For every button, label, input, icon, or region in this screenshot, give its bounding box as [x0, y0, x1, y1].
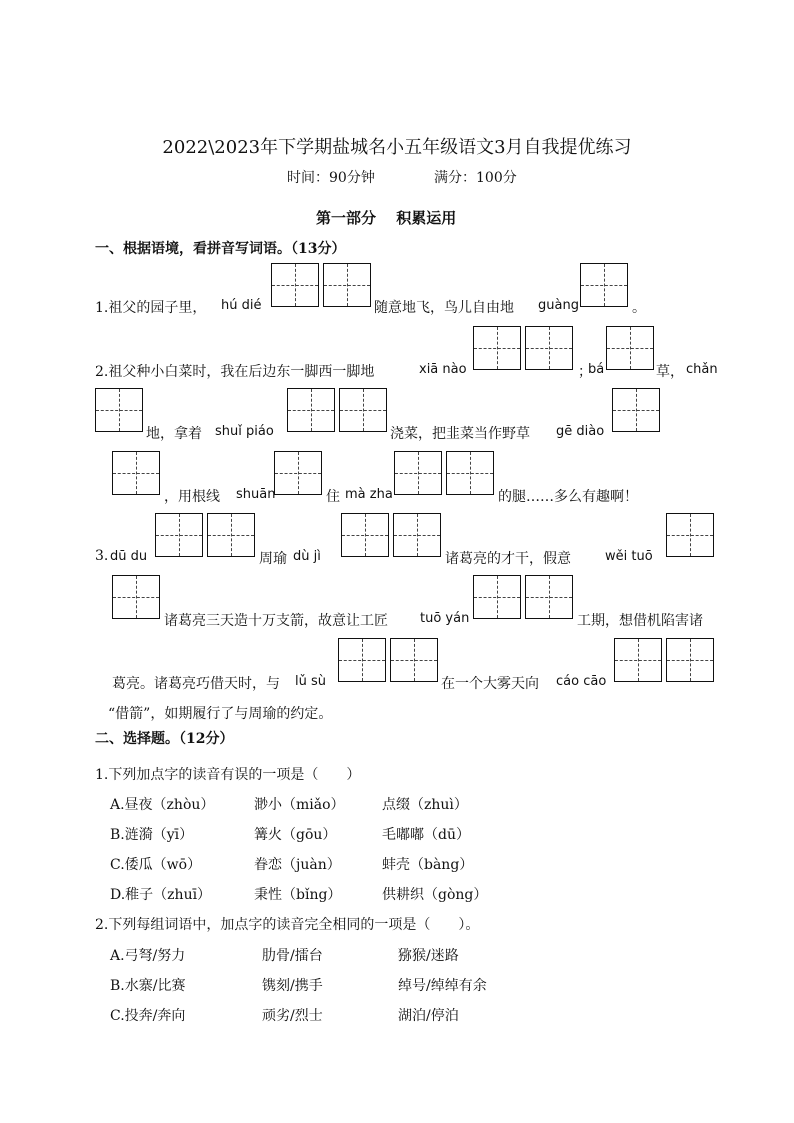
question-2-2-stem: 2.下列每组词语中，加点字的读音完全相同的一项是（ ）。	[95, 917, 480, 933]
option-C[interactable]: C.投奔/奔向	[110, 1008, 186, 1024]
page-title: 2022\2023年下学期盐城名小五年级语文3月自我提优练习	[162, 137, 632, 158]
section2-heading: 二、选择题。（12分）	[95, 731, 234, 747]
writing-grid[interactable]	[271, 263, 319, 307]
writing-grid[interactable]	[155, 513, 203, 557]
option-C[interactable]: C.倭瓜（wō）	[110, 857, 202, 873]
pinyin: lǔ sù	[295, 674, 326, 689]
pinyin: xiā nào	[419, 362, 467, 377]
writing-grid[interactable]	[612, 388, 660, 432]
writing-grid[interactable]	[446, 451, 494, 495]
writing-grid[interactable]	[339, 388, 387, 432]
pinyin: mà zha	[345, 487, 393, 502]
writing-grid[interactable]	[112, 451, 160, 495]
pinyin: hú dié	[221, 298, 262, 313]
pinyin: tuō yán	[420, 611, 470, 626]
option-A[interactable]: A.昼夜（zhòu）	[110, 797, 215, 813]
writing-grid[interactable]	[580, 263, 628, 307]
exam-score: 满分：100分	[434, 170, 517, 186]
writing-grid[interactable]	[666, 513, 714, 557]
pinyin: dū du	[110, 549, 148, 564]
writing-grid[interactable]	[525, 575, 573, 619]
pinyin: shuǐ piáo	[215, 424, 274, 439]
writing-grid[interactable]	[287, 388, 335, 432]
writing-grid[interactable]	[274, 451, 322, 495]
question-2-1-stem: 1.下列加点字的读音有误的一项是（ ）	[95, 767, 361, 783]
option-B[interactable]: B.水寨/比赛	[110, 978, 186, 994]
writing-grid[interactable]	[323, 263, 371, 307]
section1-heading: 一、根据语境，看拼音写词语。（13分）	[95, 241, 346, 257]
pinyin: guàng	[538, 298, 579, 313]
pinyin: shuān	[236, 487, 276, 502]
writing-grid[interactable]	[390, 638, 438, 682]
writing-grid[interactable]	[473, 575, 521, 619]
writing-grid[interactable]	[112, 575, 160, 619]
pinyin: dù jì	[293, 549, 321, 564]
writing-grid[interactable]	[338, 638, 386, 682]
writing-grid[interactable]	[606, 326, 654, 370]
writing-grid[interactable]	[393, 513, 441, 557]
writing-grid[interactable]	[525, 326, 573, 370]
writing-grid[interactable]	[341, 513, 389, 557]
writing-grid[interactable]	[666, 638, 714, 682]
option-B[interactable]: B.涟漪（yī）	[110, 827, 194, 843]
writing-grid[interactable]	[95, 388, 143, 432]
pinyin: cáo cāo	[556, 674, 607, 689]
pinyin: gē diào	[556, 424, 605, 439]
writing-grid[interactable]	[394, 451, 442, 495]
option-A[interactable]: A.弓弩/努力	[110, 948, 186, 964]
part-heading: 第一部分 积累运用	[316, 209, 457, 227]
pinyin: wěi tuō	[605, 549, 653, 564]
option-D[interactable]: D.稚子（zhuī）	[110, 887, 212, 903]
writing-grid[interactable]	[614, 638, 662, 682]
pinyin: chǎn	[686, 362, 718, 377]
pinyin: bá	[588, 362, 605, 377]
exam-time: 时间：90分钟	[287, 170, 375, 186]
writing-grid[interactable]	[473, 326, 521, 370]
writing-grid[interactable]	[207, 513, 255, 557]
